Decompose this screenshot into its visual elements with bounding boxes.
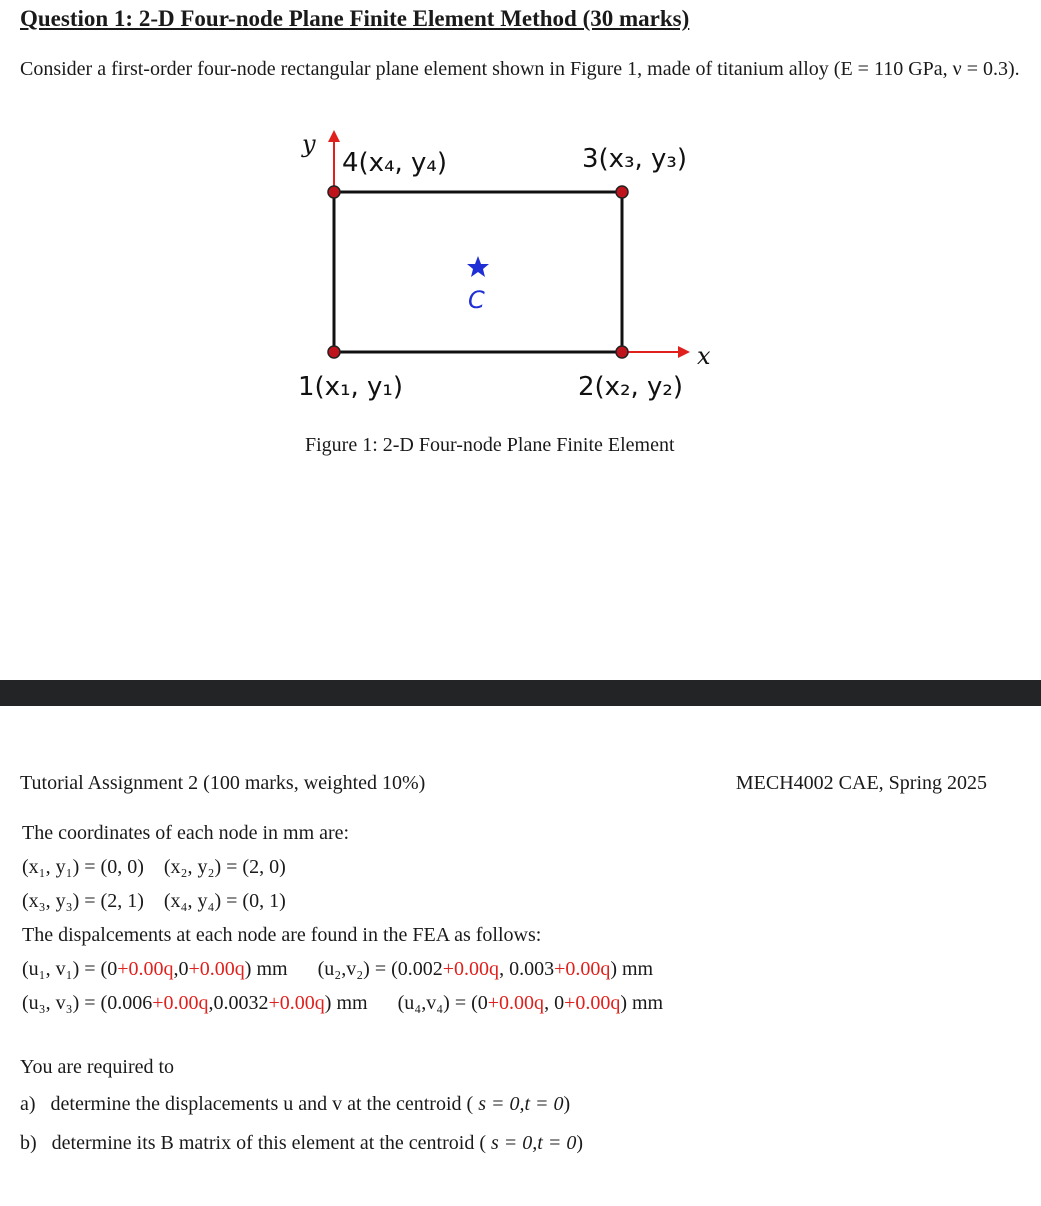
node-3-marker (616, 186, 628, 198)
disp-node-1: (u₁, v₁) = (0+0.00q,0+0.00q) mm (22, 958, 288, 980)
node-1-label: 1(x₁, y₁) (298, 372, 403, 402)
question-title: Question 1: 2-D Four-node Plane Finite Element Method (30 marks) (20, 6, 690, 31)
node-4-label: 4(x₄, y₄) (342, 148, 447, 178)
coords-line-1 (22, 856, 286, 879)
axis-x-label: x (697, 342, 711, 370)
header-left: Tutorial Assignment 2 (100 marks, weighted 10%) (20, 772, 426, 794)
coords-node-3: (x₃, y₃) = (2, 1) (22, 890, 144, 912)
centroid-star-icon (467, 256, 489, 277)
header-right: MECH4002 CAE, Spring 2025 (735, 772, 987, 794)
axis-y-label: y (302, 130, 316, 158)
y-axis-arrow-icon (328, 130, 340, 142)
disp-line-2 (22, 992, 663, 1015)
node-4-marker (328, 186, 340, 198)
coords-line-2 (22, 890, 286, 913)
page-separator-band (0, 680, 1041, 706)
node-2-marker (616, 346, 628, 358)
disp-node-2: (u₂,v₂) = (0.002+0.00q, 0.003+0.00q) mm (317, 958, 654, 980)
node-2-label: 2(x₂, y₂) (578, 372, 683, 402)
task-item-b: b) determine its B matrix of this element at the centroid ( s = 0,t = 0) (20, 1132, 584, 1154)
coords-node-2: (x₂, y₂) = (2, 0) (163, 856, 286, 878)
x-axis-arrow-icon (678, 346, 690, 358)
element-figure (0, 0, 1041, 470)
task-item-a: a) determine the displacements u and v at the centroid ( s = 0,t = 0) (20, 1093, 571, 1115)
disp-node-3: (u₃, v₃) = (0.006+0.00q,0.0032+0.00q) mm (22, 992, 368, 1014)
question-intro: Consider a first-order four-node rectangular plane element shown in Figure 1, made of titanium alloy (E = 110 GPa, ν = 0.3). (20, 58, 1020, 80)
required-intro: You are required to (20, 1056, 175, 1078)
centroid-label: C (468, 286, 485, 314)
disp-intro: The dispalcements at each node are found in the FEA as follows: (22, 924, 542, 946)
disp-node-4: (u₄,v₄) = (0+0.00q, 0+0.00q) mm (397, 992, 664, 1014)
coords-intro: The coordinates of each node in mm are: (22, 822, 350, 844)
disp-line-1 (22, 958, 653, 981)
coords-node-1: (x₁, y₁) = (0, 0) (22, 856, 144, 878)
coords-node-4: (x₄, y₄) = (0, 1) (163, 890, 286, 912)
node-3-label: 3(x₃, y₃) (582, 144, 687, 174)
figure-caption: Figure 1: 2-D Four-node Plane Finite Element (305, 434, 675, 456)
node-1-marker (328, 346, 340, 358)
